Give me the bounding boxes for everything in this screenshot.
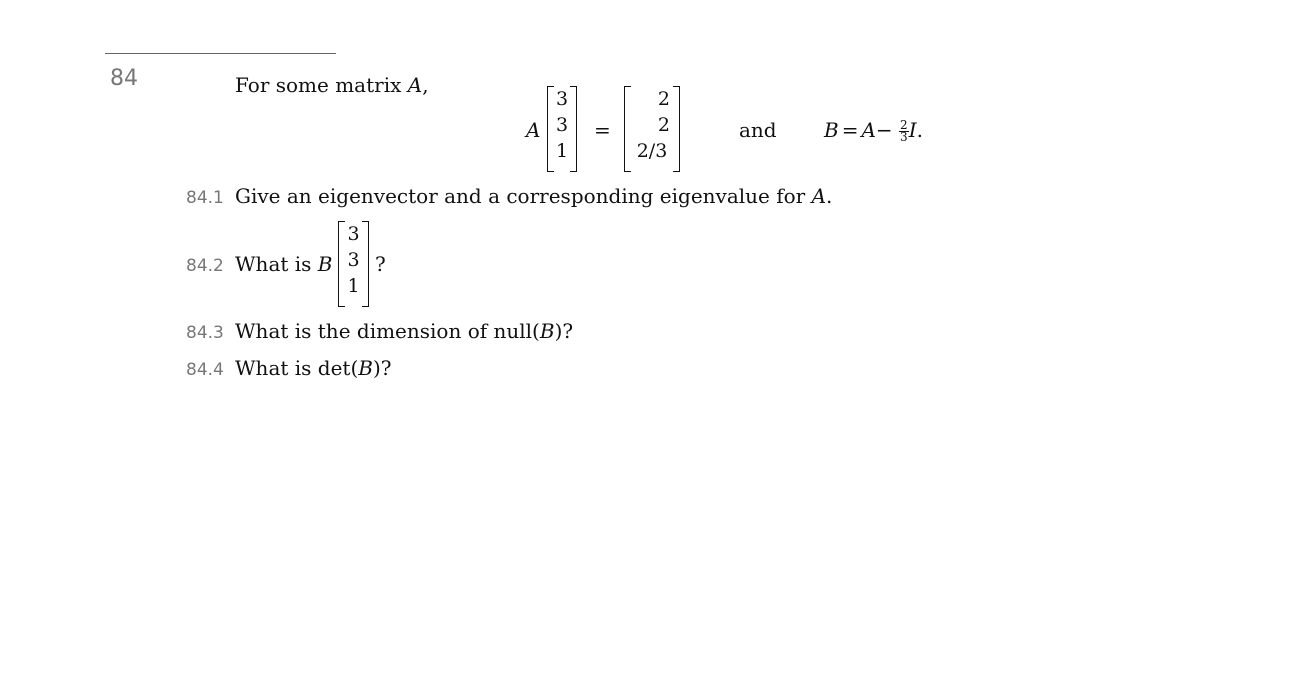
eq-lhs-vector-entry-2: 3: [555, 114, 569, 136]
subq-2-vector: [338, 221, 369, 307]
b-def-lhs: B: [824, 118, 839, 142]
b-def-frac-den: 3: [900, 130, 908, 144]
subq-label-4: 84.4: [186, 360, 224, 380]
eq-rhs-vector: [624, 86, 680, 172]
subq-2-vector-entry-3: 1: [347, 275, 360, 297]
subq-label-2: 84.2: [186, 256, 224, 276]
eq-connector: and: [739, 118, 777, 142]
b-def-end: .: [916, 118, 923, 142]
b-def-fraction: [899, 120, 909, 143]
eq-rhs-vector-entry-1: 2: [657, 88, 670, 110]
subq-text-4: [235, 356, 392, 380]
subq-1-var: A: [811, 184, 827, 208]
b-definition: [824, 118, 923, 143]
subq-3-var: B: [539, 319, 555, 343]
subq-3-text: What is the dimension of null(: [235, 319, 540, 343]
subq-3-end: )?: [554, 319, 574, 343]
subq-1-text: Give an eigenvector and a corresponding eigenvalue for: [235, 184, 806, 208]
intro-end: ,: [422, 73, 429, 97]
header-rule: [105, 53, 336, 54]
eq-lhs-vector-entry-3: 1: [555, 140, 569, 162]
subq-4-text: What is det(: [235, 356, 359, 380]
eq-lhs-var: A: [526, 118, 541, 142]
subq-2-vector-entry-1: 3: [347, 223, 360, 245]
eq-equals: =: [594, 118, 611, 142]
subq-4-end: )?: [372, 356, 392, 380]
eq-rhs-vector-entry-3: 2/3: [636, 140, 668, 162]
subq-2-var: B: [317, 252, 333, 276]
eq-lhs-vector-entry-1: 3: [555, 88, 569, 110]
b-def-i: I: [908, 118, 917, 142]
subq-2-prefix: [235, 252, 332, 276]
subq-text-1: [235, 184, 832, 208]
subq-4-var: B: [358, 356, 373, 380]
subq-2-vector-entry-2: 3: [347, 249, 360, 271]
b-def-a: A: [861, 118, 876, 142]
subq-label-3: 84.3: [186, 323, 224, 343]
subq-text-3: [235, 319, 573, 343]
eq-rhs-vector-entry-2: 2: [657, 114, 670, 136]
eq-lhs-vector: [547, 86, 577, 172]
intro-text: For some matrix: [235, 73, 402, 97]
subq-1-end: .: [826, 184, 833, 208]
problem-intro: [235, 73, 429, 97]
problem-number: 84: [110, 66, 138, 91]
b-def-frac-num: 2: [900, 118, 908, 132]
subq-2-text: What is: [235, 252, 312, 276]
b-def-eq: =: [841, 118, 859, 142]
b-def-minus: −: [875, 118, 893, 142]
intro-var: A: [407, 73, 423, 97]
subq-label-1: 84.1: [186, 188, 224, 208]
subq-2-end: ?: [375, 252, 386, 276]
